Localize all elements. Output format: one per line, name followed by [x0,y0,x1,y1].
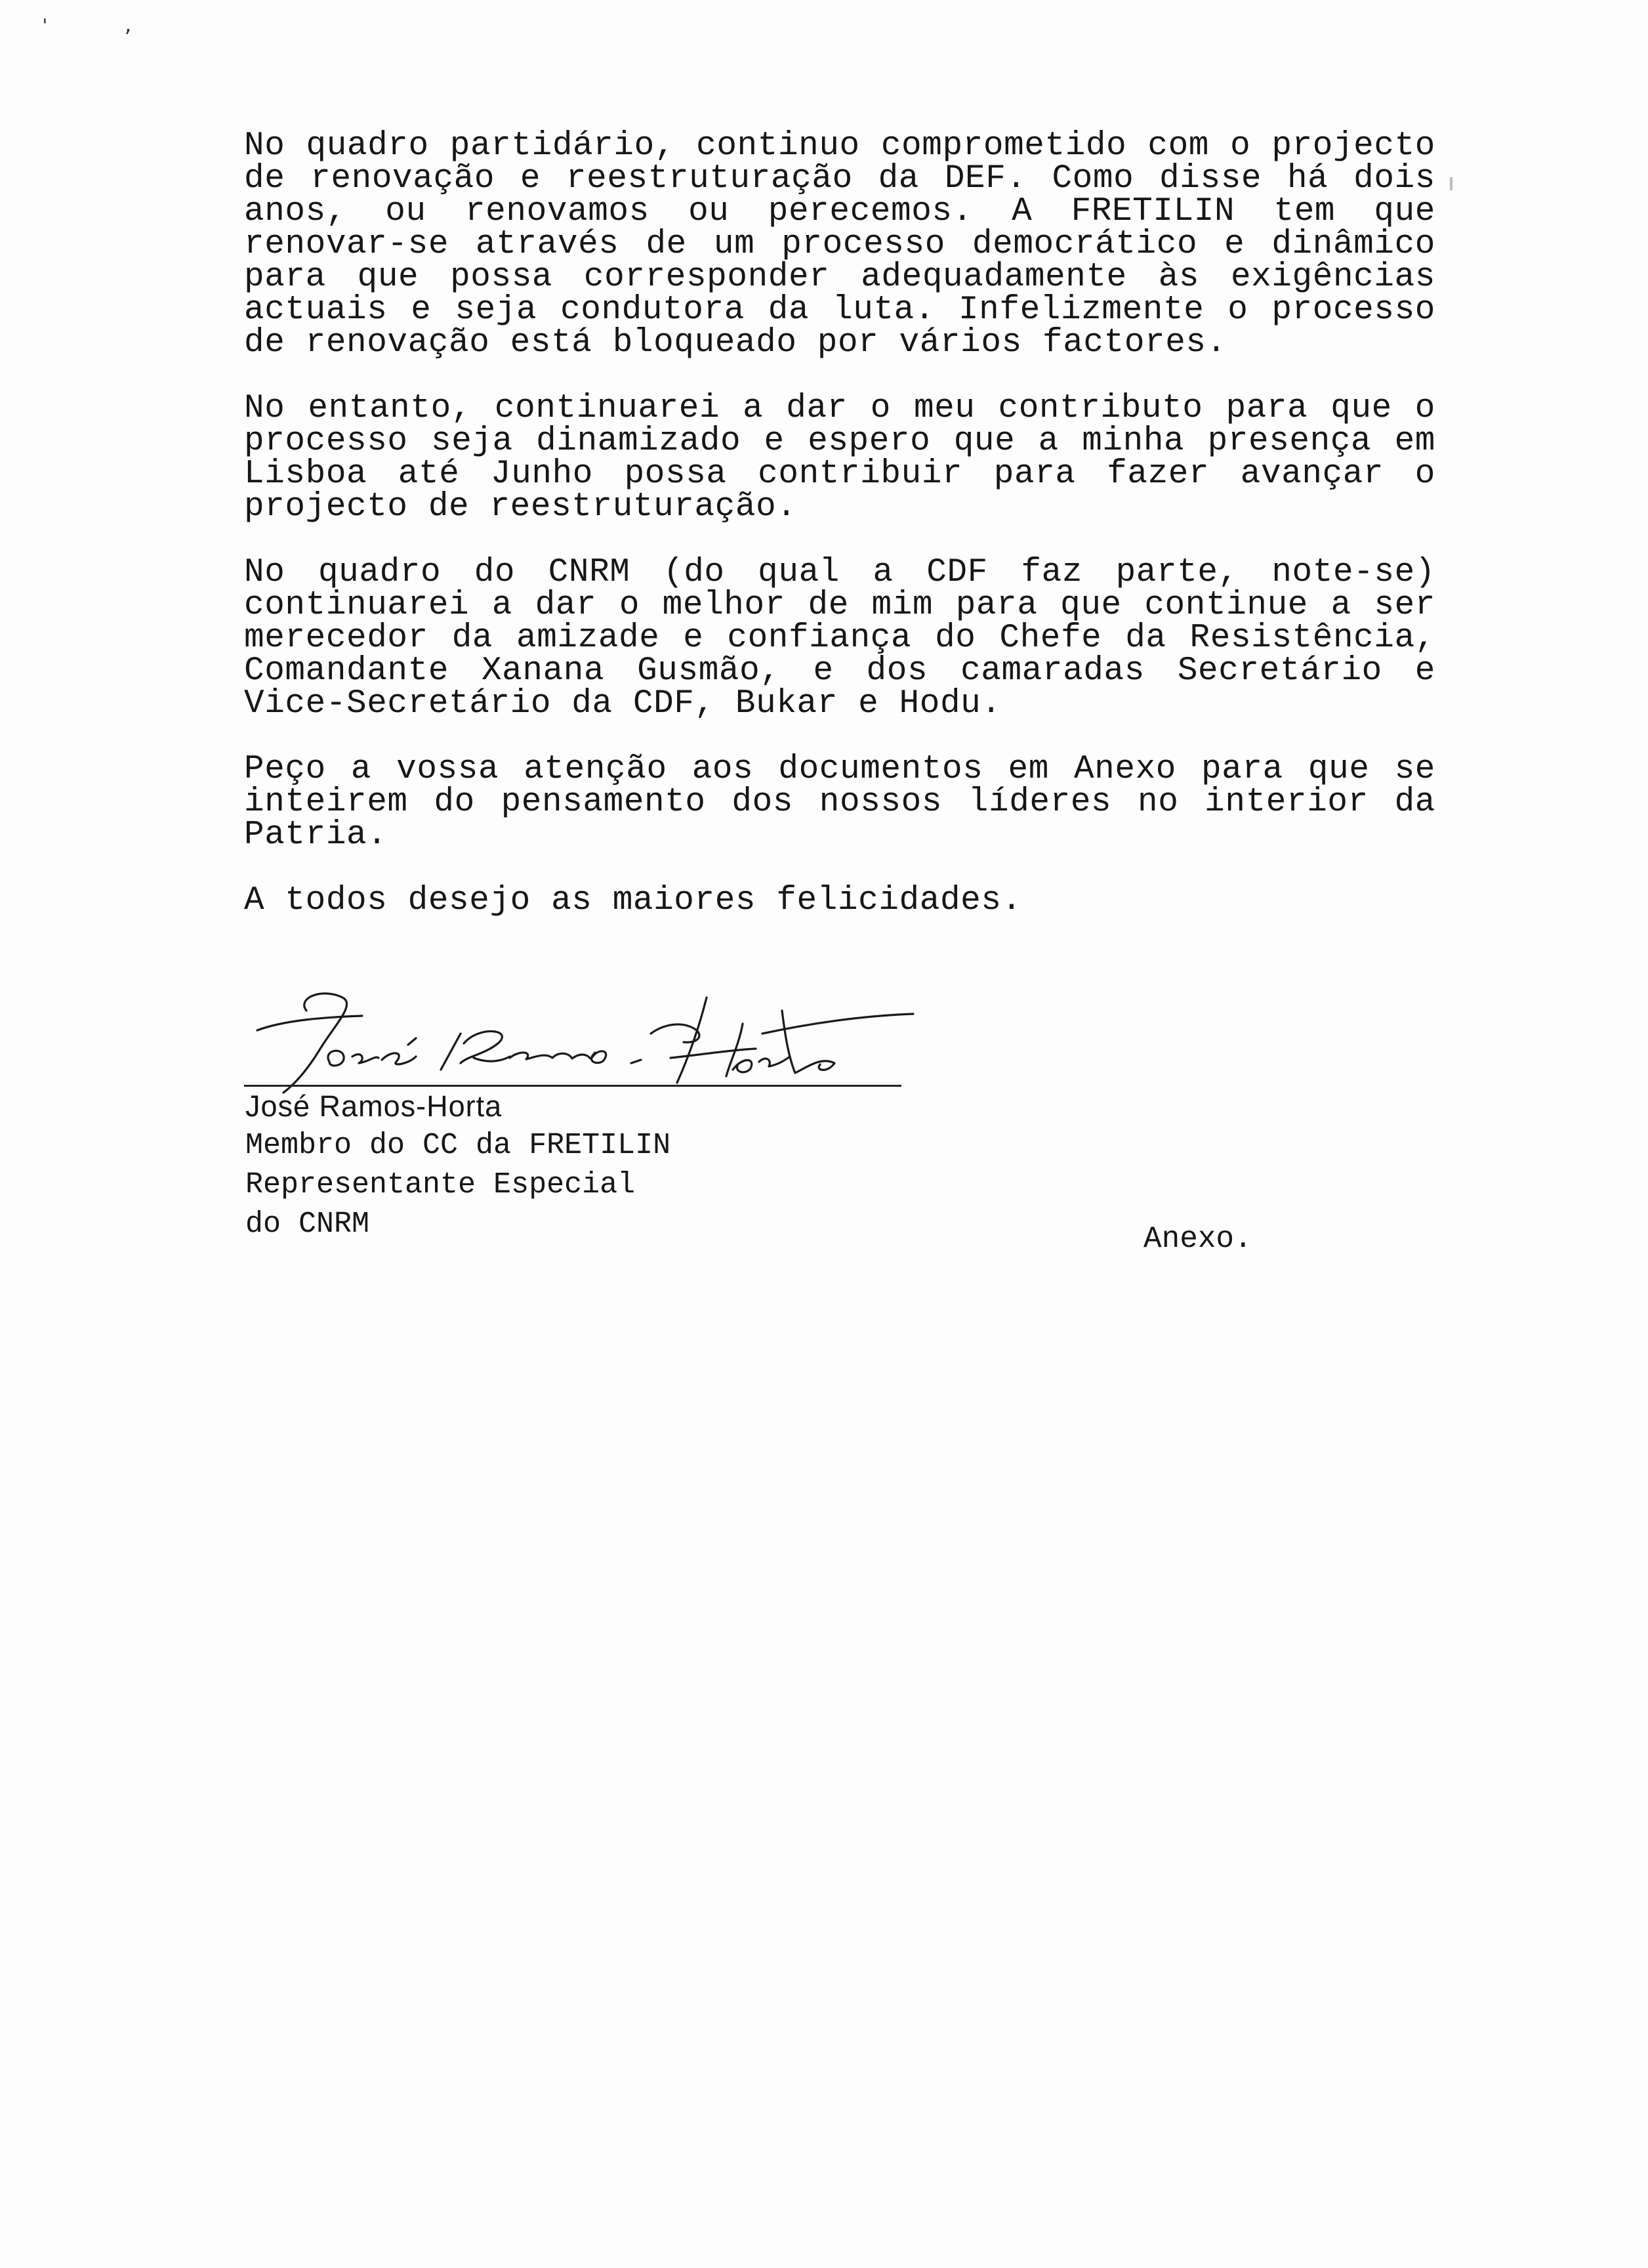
signatory-title-3: do CNRM [245,1208,370,1241]
paragraph-renovation: No quadro partidário, continuo comprometido com o projecto de renovação e reestruturação da DEF. Como disse há dois anos, ou renovamos ou perecemos. A FRETILIN tem que renovar-se através de um processo democrático e dinâmico para que possa corresponder adequadamente às exigências actuais e seja condutora da luta. Infelizmente o processo de renovação está bloqueado por vários factores. [244,127,1435,362]
paragraph-annex-request: Peço a vossa atenção aos documentos em Anexo para que se inteirem do pensamento dos nossos líderes no interior da Patria. [244,751,1435,854]
handwritten-signature [244,984,926,1096]
scan-mark [1450,177,1452,190]
letter-body [244,127,1435,919]
scan-specks: '‚ [39,14,206,36]
signatory-title-2: Representante Especial [245,1168,636,1202]
signatory-title-1: Membro do CC da FRETILIN [245,1129,671,1162]
paragraph-contribution: No entanto, continuarei a dar o meu contributo para que o processo seja dinamizado e espero que a minha presença em Lisboa até Junho possa contribuir para fazer avançar o projecto de reestruturação. [244,390,1435,526]
annex-label: Anexo. [1143,1222,1252,1256]
signatory-block [245,1087,670,1244]
paragraph-cnrm: No quadro do CNRM (do qual a CDF faz parte, note-se) continuarei a dar o melhor de mim para que continue a ser merecedor da amizade e confiança do Chefe da Resistência, Comandante Xanana Gusmão, e dos camaradas Secretário e Vice-Secretário da CDF, Bukar e Hodu. [244,554,1435,723]
paragraph-closing: A todos desejo as maiores felicidades. [244,882,1022,919]
signatory-name: José Ramos-Horta [245,1089,503,1123]
